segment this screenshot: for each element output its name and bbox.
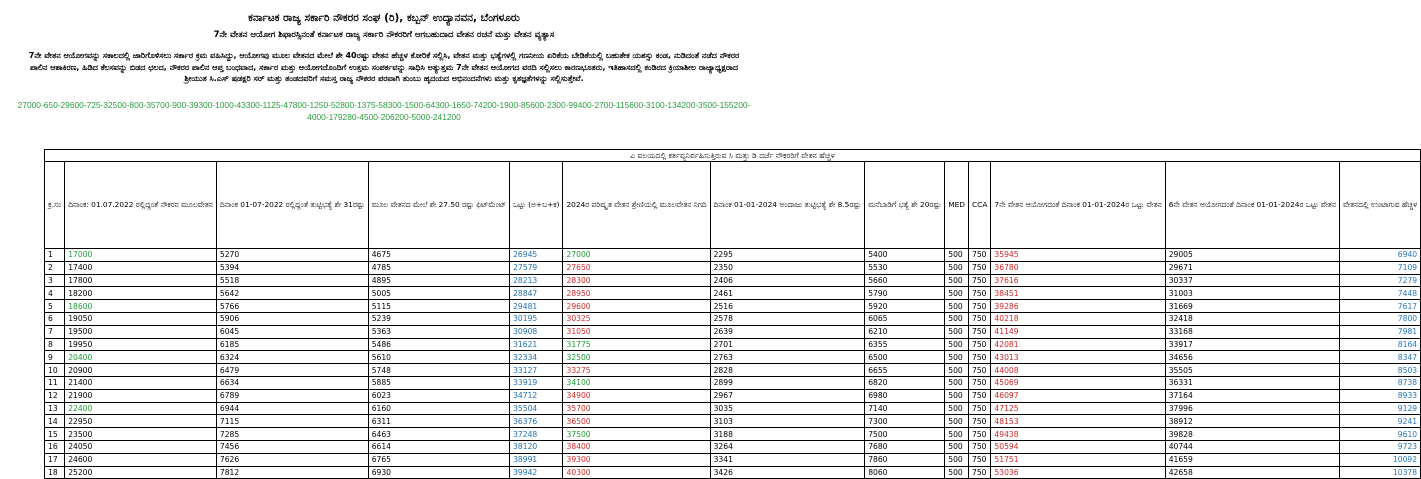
table-cell: 37616 <box>991 274 1165 287</box>
table-cell: 13 <box>45 402 65 415</box>
table-cell: 18600 <box>65 300 217 313</box>
table-cell: 40218 <box>991 312 1165 325</box>
table-cell: 30908 <box>510 325 563 338</box>
table-cell: 28213 <box>510 274 563 287</box>
table-cell: 31621 <box>510 338 563 351</box>
column-header: 6ನೇ ವೇತನ ಆಯೋಗದಂತೆ ದಿನಾಂಕ 01-01-2024ರ ಒಟ್ಟು ವೇತನ <box>1165 162 1339 249</box>
table-cell: 28847 <box>510 287 563 300</box>
table-cell: 44008 <box>991 364 1165 377</box>
table-cell: 5005 <box>368 287 509 300</box>
table-cell: 750 <box>969 389 991 402</box>
table-cell: 31050 <box>563 325 710 338</box>
table-cell: 18 <box>45 466 65 479</box>
table-cell: 6980 <box>865 389 945 402</box>
table-cell: 37500 <box>563 428 710 441</box>
table-cell: 6655 <box>865 364 945 377</box>
table-cell: 9241 <box>1339 415 1420 428</box>
table-header-row <box>45 162 1421 249</box>
table-row <box>45 415 1421 428</box>
table-cell: 33275 <box>563 364 710 377</box>
column-header: ದಿನಾಂಕ 01-01-2024 ಅಂದಾಜು ತುಟ್ಟಿಭತ್ಯೆ ಶೇ 8.5ರಷ್ಟು <box>710 162 865 249</box>
table-cell: 30325 <box>563 312 710 325</box>
table-cell: 7279 <box>1339 274 1420 287</box>
table-cell: 9129 <box>1339 402 1420 415</box>
table-cell: 6324 <box>216 351 368 364</box>
table-cell: 7115 <box>216 415 368 428</box>
table-cell: 29671 <box>1165 261 1339 274</box>
table-cell: 33127 <box>510 364 563 377</box>
table-cell: 5115 <box>368 300 509 313</box>
table-cell: 29481 <box>510 300 563 313</box>
table-cell: 5394 <box>216 261 368 274</box>
table-cell: 6479 <box>216 364 368 377</box>
table-cell: 10092 <box>1339 453 1420 466</box>
table-row <box>45 453 1421 466</box>
table-cell: 19950 <box>65 338 217 351</box>
table-cell: 14 <box>45 415 65 428</box>
table-body <box>45 249 1421 479</box>
table-cell: 7140 <box>865 402 945 415</box>
table-cell: 750 <box>969 466 991 479</box>
column-header: ಮನೆಬಾಡಿಗೆ ಭತ್ಯೆ ಶೇ 20ರಷ್ಟು <box>865 162 945 249</box>
table-cell: 34100 <box>563 376 710 389</box>
table-cell: 39286 <box>991 300 1165 313</box>
table-cell: 750 <box>969 274 991 287</box>
table-cell: 6355 <box>865 338 945 351</box>
table-cell: 27579 <box>510 261 563 274</box>
table-cell: 31003 <box>1165 287 1339 300</box>
table-cell: 5400 <box>865 249 945 262</box>
table-cell: 35945 <box>991 249 1165 262</box>
table-cell: 500 <box>945 351 969 364</box>
table-cell: 6463 <box>368 428 509 441</box>
table-cell: 4895 <box>368 274 509 287</box>
table-row <box>45 338 1421 351</box>
table-cell: 9723 <box>1339 440 1420 453</box>
table-cell: 750 <box>969 453 991 466</box>
table-cell: 26945 <box>510 249 563 262</box>
table-cell: 2461 <box>710 287 865 300</box>
table-cell: 34900 <box>563 389 710 402</box>
table-cell: 500 <box>945 300 969 313</box>
table-row <box>45 261 1421 274</box>
table-cell: 48153 <box>991 415 1165 428</box>
table-cell: 32418 <box>1165 312 1339 325</box>
table-cell: 3 <box>45 274 65 287</box>
table-cell: 30337 <box>1165 274 1339 287</box>
table-cell: 6160 <box>368 402 509 415</box>
table-cell: 42081 <box>991 338 1165 351</box>
table-cell: 32500 <box>563 351 710 364</box>
table-cell: 39942 <box>510 466 563 479</box>
table-cell: 17400 <box>65 261 217 274</box>
table-cell: 38120 <box>510 440 563 453</box>
table-cell: 500 <box>945 453 969 466</box>
table-cell: 2406 <box>710 274 865 287</box>
column-header: ವೇತನದಲ್ಲಿ ಉಂಟಾಗುವ ಹೆಚ್ಚಳ <box>1339 162 1420 249</box>
table-cell: 750 <box>969 402 991 415</box>
table-cell: 53036 <box>991 466 1165 479</box>
table-cell: 500 <box>945 274 969 287</box>
table-cell: 500 <box>945 389 969 402</box>
table-cell: 6311 <box>368 415 509 428</box>
table-cell: 40744 <box>1165 440 1339 453</box>
table-cell: 2578 <box>710 312 865 325</box>
table-cell: 6930 <box>368 466 509 479</box>
table-cell: 10 <box>45 364 65 377</box>
table-cell: 5486 <box>368 338 509 351</box>
table-cell: 5642 <box>216 287 368 300</box>
table-cell: 3188 <box>710 428 865 441</box>
table-cell: 3264 <box>710 440 865 453</box>
table-cell: 12 <box>45 389 65 402</box>
table-cell: 46097 <box>991 389 1165 402</box>
table-cell: 28950 <box>563 287 710 300</box>
table-cell: 34712 <box>510 389 563 402</box>
table-cell: 3426 <box>710 466 865 479</box>
table-cell: 2967 <box>710 389 865 402</box>
table-cell: 2295 <box>710 249 865 262</box>
table-cell: 4 <box>45 287 65 300</box>
table-cell: 6045 <box>216 325 368 338</box>
table-row <box>45 274 1421 287</box>
table-cell: 49438 <box>991 428 1165 441</box>
table-cell: 7626 <box>216 453 368 466</box>
column-header: ಒಟ್ಟು (ಅ+ಬ+ಕ) <box>510 162 563 249</box>
table-cell: 7109 <box>1339 261 1420 274</box>
table-row <box>45 376 1421 389</box>
table-row <box>45 466 1421 479</box>
column-header: CCA <box>969 162 991 249</box>
table-cell: 500 <box>945 325 969 338</box>
table-cell: 2701 <box>710 338 865 351</box>
table-cell: 21400 <box>65 376 217 389</box>
table-cell: 5 <box>45 300 65 313</box>
column-header: 7ನೇ ವೇತನ ಆಯೋಗದಂತೆ ದಿನಾಂಕ 01-01-2024ರ ಒಟ್ಟು ವೇತನ <box>991 162 1165 249</box>
table-cell: 11 <box>45 376 65 389</box>
table-cell: 6210 <box>865 325 945 338</box>
table-cell: 6065 <box>865 312 945 325</box>
table-cell: 38451 <box>991 287 1165 300</box>
table-cell: 6 <box>45 312 65 325</box>
table-cell: 36331 <box>1165 376 1339 389</box>
table-cell: 36376 <box>510 415 563 428</box>
table-cell: 38400 <box>563 440 710 453</box>
table-row <box>45 428 1421 441</box>
document-title: ಕರ್ನಾಟಕ ರಾಜ್ಯ ಸರ್ಕಾರಿ ನೌಕರರ ಸಂಘ (ರಿ), ಕಬ್ಬನ್ ಉದ್ಯಾನವನ, ಬೆಂಗಳೂರು <box>248 12 520 24</box>
table-cell: 500 <box>945 376 969 389</box>
table-cell: 9610 <box>1339 428 1420 441</box>
table-cell: 35504 <box>510 402 563 415</box>
table-cell: 31775 <box>563 338 710 351</box>
table-cell: 500 <box>945 312 969 325</box>
table-cell: 17800 <box>65 274 217 287</box>
table-cell: 2828 <box>710 364 865 377</box>
table-cell: 22950 <box>65 415 217 428</box>
table-cell: 51751 <box>991 453 1165 466</box>
table-cell: 6765 <box>368 453 509 466</box>
table-cell: 35505 <box>1165 364 1339 377</box>
table-cell: 4785 <box>368 261 509 274</box>
table-cell: 42658 <box>1165 466 1339 479</box>
table-cell: 27650 <box>563 261 710 274</box>
table-cell: 19050 <box>65 312 217 325</box>
table-cell: 2350 <box>710 261 865 274</box>
table-cell: 18200 <box>65 287 217 300</box>
table-cell: 5766 <box>216 300 368 313</box>
table-cell: 3035 <box>710 402 865 415</box>
table-cell: 31669 <box>1165 300 1339 313</box>
table-cell: 500 <box>945 249 969 262</box>
table-cell: 15 <box>45 428 65 441</box>
table-cell: 5748 <box>368 364 509 377</box>
table-cell: 750 <box>969 440 991 453</box>
table-cell: 2516 <box>710 300 865 313</box>
table-cell: 750 <box>969 364 991 377</box>
table-cell: 19500 <box>65 325 217 338</box>
column-header: 2024ರ ಪರಿಷ್ಕೃತ ವೇತನ ಶ್ರೇಣಿಯಲ್ಲಿ ಮೂಲವೇತನ ನಿಗದಿ <box>563 162 710 249</box>
table-cell: 5363 <box>368 325 509 338</box>
table-cell: 17 <box>45 453 65 466</box>
table-cell: 32334 <box>510 351 563 364</box>
table-cell: 500 <box>945 428 969 441</box>
table-cell: 9 <box>45 351 65 364</box>
table-row <box>45 440 1421 453</box>
table-cell: 5270 <box>216 249 368 262</box>
table-cell: 33917 <box>1165 338 1339 351</box>
table-cell: 750 <box>969 300 991 313</box>
intro-paragraph: 7ನೇ ವೇತನ ಆಯೋಗವನ್ನು ಸಕಾಲದಲ್ಲಿ ಜಾರಿಗೊಳಿಸಲು ಸರ್ಕಾರ ಕ್ರಮ ವಹಿಸಿದ್ದು, ಆಯೋಗವು ಮೂಲ ವೇತನದ ಮೇಲೆ ಶೇ 40ರಷ್ಟು ವೇತನ ಹೆಚ್ಚಳ ಕೋರಿಕೆ ಸಲ್ಲಿಸಿ, ವೇತನ ಮತ್ತು ಭತ್ಯೆಗಳಲ್ಲಿ ಗಣನೀಯ ಏರಿಕೆಯ ಬೇಡಿಕೆಯಲ್ಲಿ ಬಹುತೇಕ ಯಶಸ್ಸು ಕಂಡ, ನುಡಿದಂತೆ ನಡೆದ ನೌಕರರ ಪಾಲಿನ ಆಶಾಕಿರಣ, ಹಿಡಿದ ಕೆಲಸವನ್ನು ಬಿಡದ ಛಲದ, ನೌಕರರ ಪಾಲಿನ ಆಪ್ತ ಬಂಧವಾದ, ಸರ್ಕಾರ ಮತ್ತು ಆಯೋಗದೊಂದಿಗೆ ಉತ್ತಮ ಸಂಪರ್ಕವನ್ನು ಸಾಧಿಸಿ ಅತ್ಯುತ್ತಮ 7ನೇ ವೇತನ ಆಯೋಗದ ವರದಿ ಸಲ್ಲಿಸಲು ಕಾರಣಭೂತರು, ಇತಿಹಾಸದಲ್ಲಿ ಕಂಡಿರದ ಕ್ರಿಯಾಶೀಲ ರಾಜ್ಯಾಧ್ಯಕ್ಷರಾದ ಶ್ರೀಯುತ ಸಿ.ಎಸ್ ಷಡಕ್ಷರಿ ಸರ್ ಮತ್ತು ತಂಡದವರಿಗೆ ಸಮಸ್ತ ರಾಜ್ಯ ನೌಕರರ ಪರವಾಗಿ ತುಂಬು ಹೃದಯದ ಅಭಿನಂದನೆಗಳು ಮತ್ತು ಕೃತಜ್ಞತೆಗಳನ್ನು ಸಲ್ಲಿಸುತ್ತೇವೆ. <box>28 51 740 84</box>
table-cell: 47125 <box>991 402 1165 415</box>
table-row <box>45 287 1421 300</box>
table-cell: 7300 <box>865 415 945 428</box>
table-cell: 50594 <box>991 440 1165 453</box>
table-cell: 750 <box>969 415 991 428</box>
table-cell: 2763 <box>710 351 865 364</box>
table-cell: 45069 <box>991 376 1165 389</box>
pay-scale-line: 27000-650-29600-725-32500-800-35700-900-39300-1000-43300-1125-47800-1250-52800-1375-58300-1500-64300-1650-74200-1900-85600-2300-99400-2700-115600-3100-134200-3500-155200-4000-179280-4500-206200-5000-241200 <box>17 99 751 122</box>
table-cell: 7617 <box>1339 300 1420 313</box>
table-cell: 500 <box>945 287 969 300</box>
table-cell: 500 <box>945 440 969 453</box>
table-cell: 6023 <box>368 389 509 402</box>
table-cell: 7500 <box>865 428 945 441</box>
table-cell: 6500 <box>865 351 945 364</box>
table-cell: 7800 <box>1339 312 1420 325</box>
table-cell: 5239 <box>368 312 509 325</box>
table-cell: 6185 <box>216 338 368 351</box>
table-cell: 4675 <box>368 249 509 262</box>
table-cell: 29600 <box>563 300 710 313</box>
column-header: ದಿನಾಂಕ 01-07-2022 ರಲ್ಲಿದ್ದಂತೆ ತುಟ್ಟಿಭತ್ಯೆ ಶೇ 31ರಷ್ಟು <box>216 162 368 249</box>
table-cell: 8503 <box>1339 364 1420 377</box>
table-cell: 500 <box>945 338 969 351</box>
table-cell: 5660 <box>865 274 945 287</box>
table-cell: 7680 <box>865 440 945 453</box>
table-cell: 33919 <box>510 376 563 389</box>
table-cell: 7448 <box>1339 287 1420 300</box>
table-cell: 6634 <box>216 376 368 389</box>
table-cell: 36500 <box>563 415 710 428</box>
table-cell: 35700 <box>563 402 710 415</box>
table-cell: 8060 <box>865 466 945 479</box>
table-cell: 33168 <box>1165 325 1339 338</box>
table-cell: 5610 <box>368 351 509 364</box>
table-cell: 750 <box>969 287 991 300</box>
table-cell: 8 <box>45 338 65 351</box>
salary-table <box>44 149 1421 479</box>
table-row <box>45 325 1421 338</box>
table-cell: 6940 <box>1339 249 1420 262</box>
table-cell: 38991 <box>510 453 563 466</box>
table-cell: 16 <box>45 440 65 453</box>
table-cell: 7812 <box>216 466 368 479</box>
document-subtitle: 7ನೇ ವೇತನ ಆಯೋಗ ಶಿಫಾರಸ್ಸಿನಂತೆ ಕರ್ನಾಟಕ ರಾಜ್ಯ ಸರ್ಕಾರಿ ನೌಕರರಿಗೆ ಆಗಬಹುದಾದ ವೇತನ ರಚನೆ ಮತ್ತು ವೇತನ ವ್ಯತ್ಯಾಸ <box>213 30 555 40</box>
table-cell: 500 <box>945 415 969 428</box>
table-cell: 6944 <box>216 402 368 415</box>
table-cell: 20900 <box>65 364 217 377</box>
table-cell: 5885 <box>368 376 509 389</box>
table-cell: 5906 <box>216 312 368 325</box>
table-cell: 29005 <box>1165 249 1339 262</box>
table-cell: 8347 <box>1339 351 1420 364</box>
table-cell: 39300 <box>563 453 710 466</box>
table-cell: 22400 <box>65 402 217 415</box>
table-cell: 10378 <box>1339 466 1420 479</box>
table-cell: 6614 <box>368 440 509 453</box>
table-cell: 7981 <box>1339 325 1420 338</box>
table-cell: 7285 <box>216 428 368 441</box>
table-cell: 37996 <box>1165 402 1339 415</box>
table-cell: 750 <box>969 312 991 325</box>
table-cell: 750 <box>969 338 991 351</box>
table-cell: 37164 <box>1165 389 1339 402</box>
table-cell: 6820 <box>865 376 945 389</box>
table-cell: 8164 <box>1339 338 1420 351</box>
table-cell: 7860 <box>865 453 945 466</box>
table-cell: 8738 <box>1339 376 1420 389</box>
table-cell: 34656 <box>1165 351 1339 364</box>
table-cell: 28300 <box>563 274 710 287</box>
column-header: ದಿನಾಂಕ: 01.07.2022 ರಲ್ಲಿದ್ದಂತೆ ನೌಕರನ ಮೂಲವೇತನ <box>65 162 217 249</box>
table-cell: 30195 <box>510 312 563 325</box>
table-cell: 2639 <box>710 325 865 338</box>
table-cell: 500 <box>945 261 969 274</box>
table-cell: 40300 <box>563 466 710 479</box>
table-cell: 750 <box>969 351 991 364</box>
table-cell: 750 <box>969 325 991 338</box>
table-cell: 36780 <box>991 261 1165 274</box>
document-page <box>0 12 1418 477</box>
table-caption: ಎ ವಲಯದಲ್ಲಿ ಕರ್ತವ್ಯನಿರ್ವಹಿಸುತ್ತಿರುವ ಸಿ ಮತ್ತು ಡಿ ದರ್ಜೆ ನೌಕರರಿಗೆ ವೇತನ ಹೆಚ್ಚಳ <box>45 150 1421 162</box>
table-cell: 3341 <box>710 453 865 466</box>
table-cell: 500 <box>945 402 969 415</box>
table-cell: 750 <box>969 428 991 441</box>
table-cell: 39828 <box>1165 428 1339 441</box>
table-row <box>45 402 1421 415</box>
column-header: MED <box>945 162 969 249</box>
table-cell: 38912 <box>1165 415 1339 428</box>
table-cell: 27000 <box>563 249 710 262</box>
table-cell: 21900 <box>65 389 217 402</box>
table-cell: 2899 <box>710 376 865 389</box>
table-cell: 750 <box>969 261 991 274</box>
table-cell: 8933 <box>1339 389 1420 402</box>
column-header: ಕ್ರ.ಸಂ <box>45 162 65 249</box>
table-cell: 20400 <box>65 351 217 364</box>
table-cell: 1 <box>45 249 65 262</box>
table-cell: 41149 <box>991 325 1165 338</box>
table-cell: 7 <box>45 325 65 338</box>
table-cell: 2 <box>45 261 65 274</box>
table-cell: 500 <box>945 466 969 479</box>
table-cell: 5518 <box>216 274 368 287</box>
table-cell: 24600 <box>65 453 217 466</box>
table-row <box>45 312 1421 325</box>
table-cell: 25200 <box>65 466 217 479</box>
table-cell: 24050 <box>65 440 217 453</box>
table-row <box>45 249 1421 262</box>
table-cell: 750 <box>969 376 991 389</box>
table-cell: 750 <box>969 249 991 262</box>
table-row <box>45 364 1421 377</box>
table-cell: 41659 <box>1165 453 1339 466</box>
table-cell: 3103 <box>710 415 865 428</box>
table-row <box>45 351 1421 364</box>
table-row <box>45 300 1421 313</box>
table-cell: 500 <box>945 364 969 377</box>
table-row <box>45 389 1421 402</box>
table-cell: 23500 <box>65 428 217 441</box>
table-cell: 5790 <box>865 287 945 300</box>
table-cell: 17000 <box>65 249 217 262</box>
column-header: ಮೂಲ ವೇತನದ ಮೇಲೆ ಶೇ 27.50 ರಷ್ಟು ಫಿಟ್‌ಮೆಂಟ್ <box>368 162 509 249</box>
table-cell: 5530 <box>865 261 945 274</box>
table-cell: 43013 <box>991 351 1165 364</box>
table-cell: 37248 <box>510 428 563 441</box>
table-cell: 7456 <box>216 440 368 453</box>
table-cell: 6789 <box>216 389 368 402</box>
table-cell: 5920 <box>865 300 945 313</box>
